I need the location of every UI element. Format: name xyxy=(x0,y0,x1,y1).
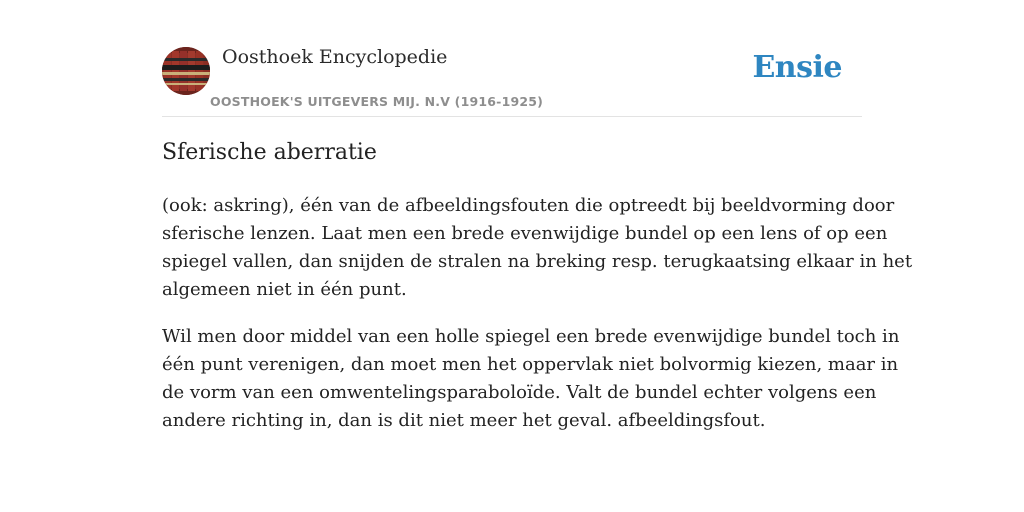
encyclopedia-books-avatar[interactable] xyxy=(162,47,210,95)
article-paragraph-1 xyxy=(162,192,913,304)
article-heading: Sferische aberratie xyxy=(162,140,377,165)
paragraph-line: Wil men door middel van een holle spiegel een brede evenwijdige bundel toch in xyxy=(162,326,900,347)
paragraph-line: spiegel vallen, dan snijden de stralen na breking resp. terugkaatsing elkaar in het xyxy=(162,251,913,272)
paragraph-line: (ook: askring), één van de afbeeldingsfouten die optreedt bij beeldvorming door xyxy=(162,195,895,216)
article-paragraph-2 xyxy=(162,323,900,435)
books-icon xyxy=(162,47,210,95)
publisher-subtitle: OOSTHOEK'S UITGEVERS MIJ. N.V (1916-1925) xyxy=(210,94,544,109)
paragraph-line: sferische lenzen. Laat men een brede evenwijdige bundel op een lens of op een xyxy=(162,223,888,244)
paragraph-line: de vorm van een omwentelingsparaboloïde. Valt de bundel echter volgens een xyxy=(162,382,877,403)
ensie-logo-link[interactable]: Ensie xyxy=(752,50,842,85)
paragraph-line: andere richting in, dan is dit niet meer het geval. afbeeldingsfout. xyxy=(162,410,766,431)
page-container xyxy=(162,0,913,431)
site-header xyxy=(162,0,862,117)
paragraph-line: algemeen niet in één punt. xyxy=(162,279,407,300)
paragraph-line: één punt verenigen, dan moet men het oppervlak niet bolvormig kiezen, maar in xyxy=(162,354,899,375)
site-title[interactable]: Oosthoek Encyclopedie xyxy=(222,46,448,68)
